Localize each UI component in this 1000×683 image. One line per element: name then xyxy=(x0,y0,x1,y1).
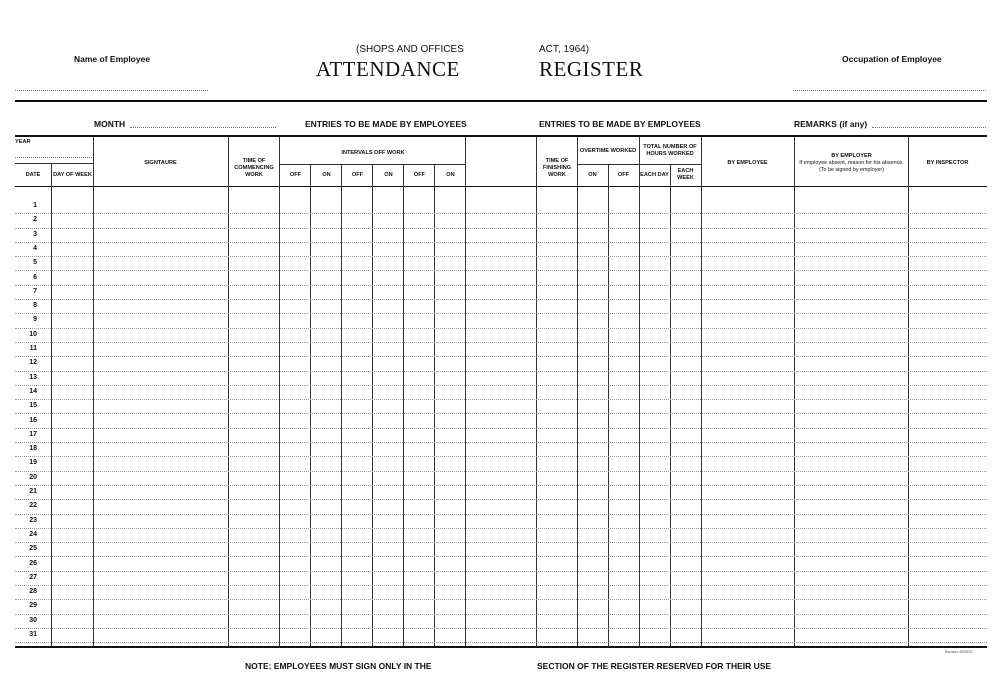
year-label: YEAR xyxy=(15,139,31,145)
act-left-text: (SHOPS AND OFFICES xyxy=(356,44,464,55)
table-row[interactable] xyxy=(15,415,987,429)
table-row[interactable] xyxy=(15,343,987,357)
table-row[interactable] xyxy=(15,243,987,257)
month-field[interactable] xyxy=(130,127,276,128)
row-number: 5 xyxy=(33,259,37,267)
interval-cell: ON xyxy=(384,171,393,178)
table-row[interactable] xyxy=(15,529,987,543)
table-row[interactable] xyxy=(15,443,987,457)
table-row[interactable] xyxy=(15,300,987,314)
total-hours-header: TOTAL NUMBER OF HOURS WORKED xyxy=(643,144,697,157)
signature-header: SIGNTAURE xyxy=(144,159,177,166)
interval-cell: ON xyxy=(322,171,331,178)
time-commencing-header: TIME OF COMMENCING WORK xyxy=(234,157,274,178)
date-header: DATE xyxy=(25,171,41,178)
row-number: 29 xyxy=(29,602,37,610)
row-number: 1 xyxy=(33,202,37,209)
overtime-cell: OFF xyxy=(617,171,630,178)
row-number: 10 xyxy=(29,330,37,338)
row-number: 9 xyxy=(33,316,37,324)
entries-employees-left: ENTRIES TO BE MADE BY EMPLOYEES xyxy=(305,119,467,129)
row-number: 19 xyxy=(29,459,37,467)
row-number: 14 xyxy=(29,387,37,395)
row-number: 15 xyxy=(29,402,37,410)
row-number: 20 xyxy=(29,473,37,481)
overtime-cell: ON xyxy=(588,171,597,178)
entries-employees-right: ENTRIES TO BE MADE BY EMPLOYEES xyxy=(539,119,701,129)
act-right-text: ACT, 1964) xyxy=(539,44,590,55)
by-employee-header: BY EMPLOYEE xyxy=(727,159,768,166)
by-inspector-header: BY INSPECTOR xyxy=(926,159,969,166)
row-number: 6 xyxy=(33,273,37,281)
row-number: 25 xyxy=(29,545,37,553)
table-row[interactable] xyxy=(15,257,987,271)
interval-cell: ON xyxy=(446,171,455,178)
table-row[interactable] xyxy=(15,372,987,386)
table-row[interactable] xyxy=(15,629,987,643)
row-number: 21 xyxy=(29,488,37,495)
table-row[interactable] xyxy=(15,229,987,243)
table-row[interactable] xyxy=(15,400,987,414)
row-number: 3 xyxy=(33,230,37,238)
name-of-employee-label: Name of Employee xyxy=(74,54,151,64)
table-row[interactable] xyxy=(15,386,987,400)
overtime-header: OVERTIME WORKED xyxy=(579,147,637,154)
by-employer-note: If employee absent, reason for his absence. (To be signed by employer) xyxy=(799,160,904,173)
table-row[interactable] xyxy=(15,457,987,471)
table-row[interactable] xyxy=(15,214,987,228)
year-field[interactable] xyxy=(15,157,92,158)
table-row[interactable] xyxy=(15,615,987,629)
row-number: 12 xyxy=(29,359,37,367)
table-row[interactable] xyxy=(15,572,987,586)
table-bottom-rule xyxy=(15,646,987,648)
table-row[interactable] xyxy=(15,515,987,529)
row-number: 13 xyxy=(29,373,37,381)
table-row[interactable] xyxy=(15,200,987,214)
occupation-of-employee-label: Occupation of Employee xyxy=(842,54,942,64)
name-of-employee-field[interactable] xyxy=(15,90,208,91)
row-number: 26 xyxy=(29,559,37,567)
title-attendance: ATTENDANCE xyxy=(316,57,460,81)
header-bottom-rule xyxy=(15,186,987,187)
table-row[interactable] xyxy=(15,472,987,486)
day-of-week-header: DAY OF WEEK xyxy=(53,171,92,178)
table-row[interactable] xyxy=(15,329,987,343)
table-row[interactable] xyxy=(15,357,987,371)
time-finishing-header: TIME OF FINISHING WORK xyxy=(542,157,572,178)
table-row[interactable] xyxy=(15,314,987,328)
remarks-label: REMARKS (if any) xyxy=(794,119,868,129)
each-day-header: EACH DAY xyxy=(640,171,669,178)
row-number: 8 xyxy=(33,302,37,310)
occupation-of-employee-field[interactable] xyxy=(793,90,986,91)
row-number: 23 xyxy=(29,516,37,524)
row-number: 30 xyxy=(29,616,37,624)
row-number: 16 xyxy=(29,416,37,424)
title-register: REGISTER xyxy=(539,57,644,81)
footer-note-right: SECTION OF THE REGISTER RESERVED FOR THEIR USE xyxy=(537,661,772,671)
row-number: 27 xyxy=(29,573,37,581)
row-number: 4 xyxy=(33,244,37,252)
row-number: 18 xyxy=(29,445,37,453)
table-row[interactable] xyxy=(15,500,987,514)
year-divider xyxy=(15,163,93,164)
row-number: 24 xyxy=(29,530,37,538)
table-row[interactable] xyxy=(15,558,987,572)
interval-cell: OFF xyxy=(289,171,302,178)
row-number: 11 xyxy=(29,345,37,352)
row-number: 28 xyxy=(29,588,37,596)
table-row[interactable] xyxy=(15,600,987,614)
table-row[interactable] xyxy=(15,286,987,300)
month-label: MONTH xyxy=(94,119,126,129)
by-employer-header: BY EMPLOYER xyxy=(831,153,872,159)
table-row[interactable] xyxy=(15,429,987,443)
table-top-rule xyxy=(15,135,987,137)
table-row[interactable] xyxy=(15,272,987,286)
row-number: 17 xyxy=(29,430,37,438)
table-row[interactable] xyxy=(15,543,987,557)
remarks-field[interactable] xyxy=(872,127,986,128)
footer-note-left: NOTE: EMPLOYEES MUST SIGN ONLY IN THE xyxy=(245,661,432,671)
row-number: 22 xyxy=(29,502,37,510)
interval-cell: OFF xyxy=(413,171,426,178)
row-rule xyxy=(15,642,987,643)
row-number: 2 xyxy=(33,216,37,224)
row-number: 31 xyxy=(29,631,37,638)
print-code: Bavaes 800852 xyxy=(945,649,973,654)
header-rule xyxy=(15,100,987,102)
row-number: 7 xyxy=(33,287,37,295)
interval-cell: OFF xyxy=(351,171,364,178)
intervals-divider xyxy=(280,164,466,165)
each-week-header: EACH WEEK xyxy=(677,168,694,181)
table-row[interactable] xyxy=(15,586,987,600)
table-row[interactable] xyxy=(15,486,987,500)
intervals-header: INTERVALS OFF WORK xyxy=(341,149,405,156)
